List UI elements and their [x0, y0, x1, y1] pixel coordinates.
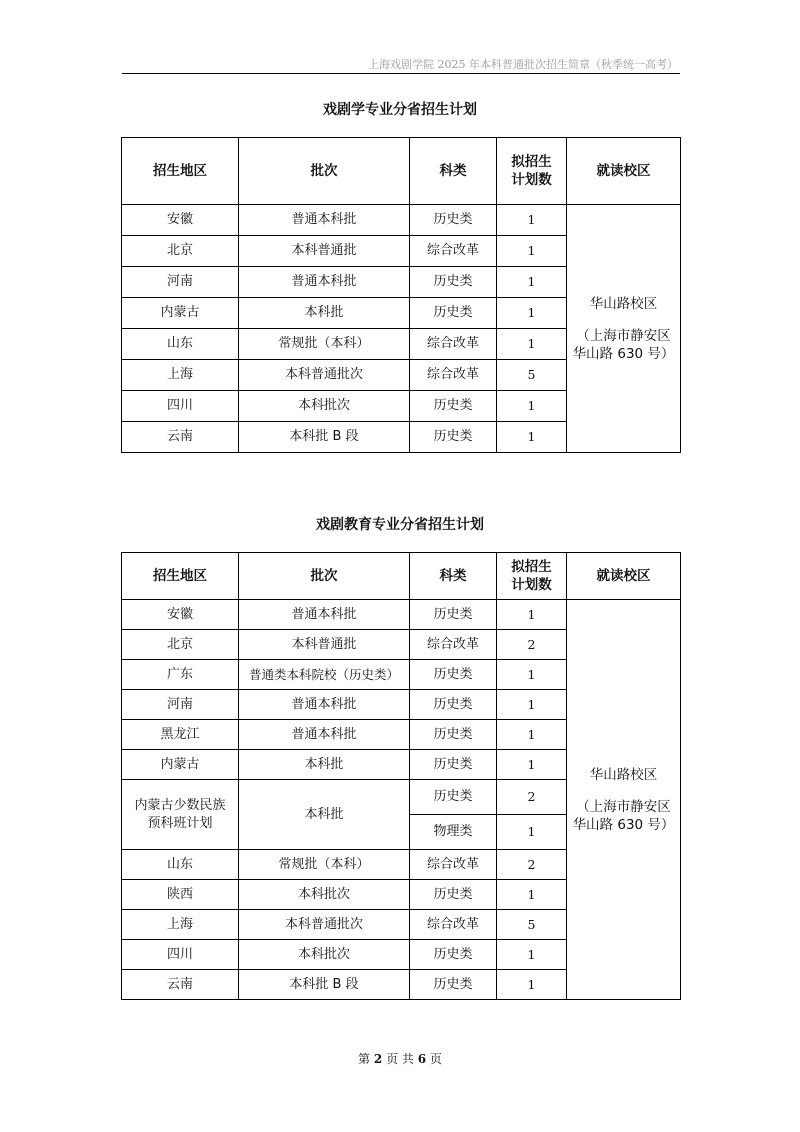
- cell-region: 黑龙江: [122, 720, 239, 750]
- cell-region: 北京: [122, 630, 239, 660]
- cell-subject: 历史类: [410, 970, 497, 1000]
- campus-name: 华山路校区: [589, 766, 658, 783]
- cell-count: 1: [497, 391, 567, 422]
- cell-region: 山东: [122, 329, 239, 360]
- page-number: 第 2 页 共 6 页: [358, 1052, 442, 1066]
- campus-name: 华山路校区: [589, 295, 658, 312]
- cell-region: 河南: [122, 267, 239, 298]
- cell-count: 1: [497, 690, 567, 720]
- cell-region: 广东: [122, 660, 239, 690]
- cell-subject: 历史类: [410, 940, 497, 970]
- cell-count: 1: [497, 329, 567, 360]
- region-line1: 内蒙古少数民族: [134, 797, 226, 813]
- cell-region: 内蒙古: [122, 298, 239, 329]
- cell-region: 云南: [122, 970, 239, 1000]
- cell-batch: 普通本科批: [239, 720, 410, 750]
- campus-address-line1: （上海市静安区: [576, 327, 671, 344]
- cell-region: 上海: [122, 910, 239, 940]
- cell-subject: 历史类: [410, 720, 497, 750]
- cell-batch: 本科批 B 段: [239, 422, 410, 453]
- cell-subject: 综合改革: [410, 850, 497, 880]
- cell-subject: 历史类: [410, 600, 497, 630]
- cell-count: 5: [497, 910, 567, 940]
- cell-region: [122, 780, 239, 850]
- cell-subject: 综合改革: [410, 236, 497, 267]
- running-header: 上海戏剧学院 2025 年本科普通批次招生简章（秋季统一高考）: [368, 58, 678, 71]
- cell-batch: 普通类本科院校（历史类）: [239, 660, 410, 690]
- cell-region: 河南: [122, 690, 239, 720]
- cell-batch: 本科批次: [239, 940, 410, 970]
- cell-batch: 普通本科批: [239, 600, 410, 630]
- table1-drama-studies: [121, 137, 681, 453]
- cell-batch: 常规批（本科）: [239, 850, 410, 880]
- cell-region: 四川: [122, 940, 239, 970]
- cell-subject: 历史类: [410, 750, 497, 780]
- table2-title: 戏剧教育专业分省招生计划: [316, 517, 484, 533]
- cell-subject: 综合改革: [410, 910, 497, 940]
- cell-subject: 历史类: [410, 267, 497, 298]
- cell-batch: 普通本科批: [239, 205, 410, 236]
- cell-count: 2: [497, 780, 567, 815]
- col-header-batch: 批次: [239, 553, 410, 600]
- table1-header-row: [122, 138, 681, 205]
- cell-batch: 本科普通批: [239, 236, 410, 267]
- cell-count: 1: [497, 298, 567, 329]
- total-pages: 6: [417, 1052, 427, 1066]
- col-header-campus: 就读校区: [567, 553, 681, 600]
- col-header-campus: 就读校区: [567, 138, 681, 205]
- col-header-plan-count: 拟招生 计划数: [497, 138, 567, 205]
- cell-batch: 普通本科批: [239, 267, 410, 298]
- cell-batch: 本科批: [239, 750, 410, 780]
- campus-address-line2: 华山路 630 号）: [572, 345, 675, 362]
- cell-subject: 综合改革: [410, 329, 497, 360]
- cell-count: 1: [497, 600, 567, 630]
- cell-subject: 历史类: [410, 780, 497, 815]
- cell-batch: 本科普通批次: [239, 360, 410, 391]
- cell-count: 1: [497, 660, 567, 690]
- table2-drama-education: [121, 552, 681, 1000]
- cell-region: 北京: [122, 236, 239, 267]
- cell-campus: [567, 600, 681, 1000]
- cell-region: 四川: [122, 391, 239, 422]
- cell-batch: 本科批次: [239, 391, 410, 422]
- col-header-batch: 批次: [239, 138, 410, 205]
- cell-count: 2: [497, 850, 567, 880]
- col-header-plan-count: 拟招生 计划数: [497, 553, 567, 600]
- cell-count: 1: [497, 815, 567, 850]
- header-divider: [122, 73, 680, 74]
- cell-count: 1: [497, 750, 567, 780]
- cell-region: 安徽: [122, 600, 239, 630]
- cell-batch: 本科批 B 段: [239, 970, 410, 1000]
- cell-subject: 历史类: [410, 391, 497, 422]
- campus-address-line1: （上海市静安区: [576, 798, 671, 815]
- cell-region: 云南: [122, 422, 239, 453]
- cell-region: 内蒙古: [122, 750, 239, 780]
- cell-subject: 历史类: [410, 880, 497, 910]
- col-header-region: 招生地区: [122, 553, 239, 600]
- cell-count: 5: [497, 360, 567, 391]
- cell-campus: [567, 205, 681, 453]
- cell-count: 1: [497, 940, 567, 970]
- cell-count: 1: [497, 720, 567, 750]
- cell-batch: 本科批: [239, 298, 410, 329]
- cell-region: 上海: [122, 360, 239, 391]
- cell-region: 陕西: [122, 880, 239, 910]
- cell-count: 1: [497, 880, 567, 910]
- col-header-subject: 科类: [410, 138, 497, 205]
- cell-count: 2: [497, 630, 567, 660]
- cell-region: 山东: [122, 850, 239, 880]
- table1-title: 戏剧学专业分省招生计划: [323, 102, 477, 118]
- cell-subject: 历史类: [410, 660, 497, 690]
- cell-batch: 常规批（本科）: [239, 329, 410, 360]
- cell-count: 1: [497, 970, 567, 1000]
- region-line2: 预科班计划: [147, 815, 213, 831]
- cell-subject: 历史类: [410, 298, 497, 329]
- cell-count: 1: [497, 236, 567, 267]
- campus-address-line2: 华山路 630 号）: [572, 816, 675, 833]
- table-row: [122, 205, 681, 236]
- cell-batch: 本科批: [239, 780, 410, 850]
- cell-count: 1: [497, 205, 567, 236]
- cell-region: 安徽: [122, 205, 239, 236]
- cell-subject: 综合改革: [410, 360, 497, 391]
- cell-batch: 普通本科批: [239, 690, 410, 720]
- col-header-region: 招生地区: [122, 138, 239, 205]
- cell-subject: 历史类: [410, 205, 497, 236]
- cell-subject: 综合改革: [410, 630, 497, 660]
- cell-subject: 物理类: [410, 815, 497, 850]
- cell-subject: 历史类: [410, 422, 497, 453]
- current-page: 2: [373, 1052, 383, 1066]
- cell-batch: 本科普通批: [239, 630, 410, 660]
- col-header-subject: 科类: [410, 553, 497, 600]
- cell-batch: 本科普通批次: [239, 910, 410, 940]
- cell-count: 1: [497, 267, 567, 298]
- cell-count: 1: [497, 422, 567, 453]
- cell-batch: 本科批次: [239, 880, 410, 910]
- cell-subject: 历史类: [410, 690, 497, 720]
- table-row: [122, 600, 681, 630]
- table2-header-row: [122, 553, 681, 600]
